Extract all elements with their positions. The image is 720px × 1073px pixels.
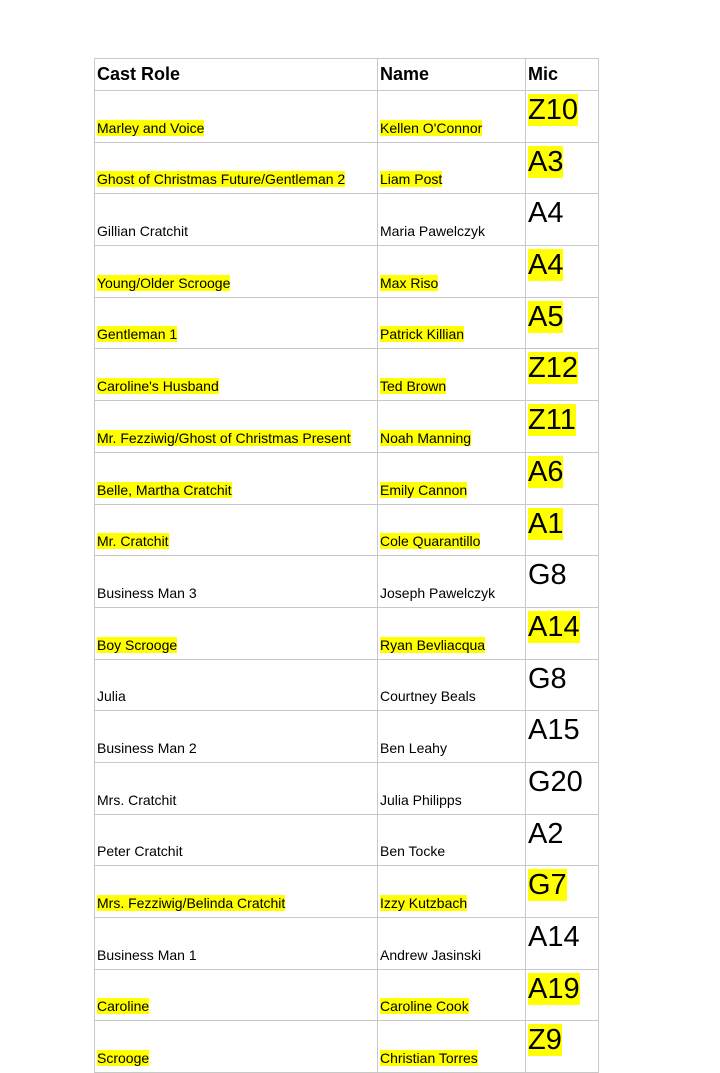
cast-role-text: Scrooge — [97, 1050, 150, 1067]
actor-name-cell — [378, 91, 526, 143]
mic-cell — [526, 969, 599, 1021]
table-row — [95, 711, 599, 763]
actor-name-cell — [378, 762, 526, 814]
table-row — [95, 1021, 599, 1073]
actor-name-cell — [378, 969, 526, 1021]
cast-role-text: Gentleman 1 — [97, 326, 178, 343]
mic-cell — [526, 246, 599, 298]
mic-text: A1 — [528, 507, 564, 540]
actor-name-cell — [378, 607, 526, 659]
cast-role-cell — [95, 91, 378, 143]
mic-cell — [526, 194, 599, 246]
mic-cell — [526, 349, 599, 401]
mic-text: A3 — [528, 145, 564, 178]
table-row — [95, 504, 599, 556]
mic-text: A15 — [528, 714, 580, 747]
mic-cell — [526, 866, 599, 918]
cast-role-text: Business Man 1 — [97, 946, 197, 963]
actor-name-cell — [378, 246, 526, 298]
actor-name-text: Ryan Bevliacqua — [380, 636, 486, 653]
actor-name-cell — [378, 866, 526, 918]
actor-name-text: Julia Philipps — [380, 791, 462, 808]
cast-role-text: Peter Cratchit — [97, 843, 183, 860]
mic-cell — [526, 711, 599, 763]
table-row — [95, 401, 599, 453]
actor-name-text: Maria Pawelczyk — [380, 223, 486, 240]
mic-text: A4 — [528, 197, 564, 230]
mic-cell — [526, 297, 599, 349]
cast-role-cell — [95, 349, 378, 401]
mic-cell — [526, 762, 599, 814]
mic-cell — [526, 91, 599, 143]
cast-role-text: Business Man 3 — [97, 584, 197, 601]
table-row — [95, 142, 599, 194]
mic-text: G8 — [528, 559, 567, 592]
table-row — [95, 918, 599, 970]
cast-role-cell — [95, 659, 378, 711]
actor-name-text: Izzy Kutzbach — [380, 895, 468, 911]
table-row — [95, 659, 599, 711]
actor-name-cell — [378, 918, 526, 970]
actor-name-cell — [378, 504, 526, 556]
cast-mic-table — [94, 58, 599, 1073]
mic-cell — [526, 504, 599, 556]
mic-text: G7 — [528, 869, 567, 902]
cast-role-text: Business Man 2 — [97, 739, 197, 756]
cast-role-cell — [95, 504, 378, 556]
cast-role-cell — [95, 866, 378, 918]
actor-name-text: Ben Tocke — [380, 843, 446, 860]
cast-role-cell — [95, 246, 378, 298]
table-row — [95, 607, 599, 659]
mic-cell — [526, 607, 599, 659]
header-cast-role: Cast Role — [95, 59, 378, 91]
mic-text: Z10 — [528, 94, 578, 126]
actor-name-text: Caroline Cook — [380, 998, 469, 1015]
mic-text: A2 — [528, 817, 564, 850]
cast-role-cell — [95, 969, 378, 1021]
table-row — [95, 91, 599, 143]
cast-role-cell — [95, 762, 378, 814]
table-body — [95, 91, 599, 1073]
actor-name-cell — [378, 814, 526, 866]
table-row — [95, 556, 599, 608]
table-row — [95, 246, 599, 298]
cast-role-text: Marley and Voice — [97, 119, 205, 136]
actor-name-cell — [378, 349, 526, 401]
header-mic: Mic — [526, 59, 599, 91]
mic-text: A4 — [528, 249, 564, 282]
cast-role-cell — [95, 918, 378, 970]
mic-text: Z11 — [528, 404, 576, 437]
table-row — [95, 452, 599, 504]
cast-role-text: Ghost of Christmas Future/Gentleman 2 — [97, 171, 346, 188]
cast-role-cell — [95, 452, 378, 504]
cast-role-text: Gillian Cratchit — [97, 223, 189, 240]
table-row — [95, 297, 599, 349]
actor-name-cell — [378, 401, 526, 453]
cast-role-cell — [95, 711, 378, 763]
cast-role-cell — [95, 607, 378, 659]
cast-role-cell — [95, 297, 378, 349]
mic-cell — [526, 142, 599, 194]
table-row — [95, 866, 599, 918]
table-header-row — [95, 59, 599, 91]
actor-name-text: Ted Brown — [380, 378, 447, 395]
cast-role-text: Mr. Fezziwig/Ghost of Christmas Present — [97, 429, 351, 446]
mic-cell — [526, 814, 599, 866]
actor-name-text: Joseph Pawelczyk — [380, 584, 496, 601]
cast-role-cell — [95, 814, 378, 866]
mic-cell — [526, 556, 599, 608]
cast-role-text: Belle, Martha Cratchit — [97, 481, 232, 498]
mic-text: A19 — [528, 972, 580, 1005]
actor-name-text: Ben Leahy — [380, 739, 447, 756]
cast-role-cell — [95, 142, 378, 194]
actor-name-text: Andrew Jasinski — [380, 946, 482, 963]
cast-role-cell — [95, 401, 378, 453]
mic-text: Z9 — [528, 1024, 562, 1057]
table-row — [95, 969, 599, 1021]
actor-name-text: Kellen O'Connor — [380, 119, 483, 136]
actor-name-text: Noah Manning — [380, 429, 472, 446]
cast-role-text: Mrs. Cratchit — [97, 791, 177, 808]
actor-name-cell — [378, 452, 526, 504]
actor-name-text: Patrick Killian — [380, 326, 465, 343]
table-row — [95, 762, 599, 814]
table-row — [95, 194, 599, 246]
actor-name-cell — [378, 1021, 526, 1073]
cast-role-text: Caroline — [97, 998, 150, 1015]
actor-name-cell — [378, 659, 526, 711]
actor-name-cell — [378, 142, 526, 194]
mic-text: A6 — [528, 455, 564, 488]
mic-cell — [526, 452, 599, 504]
cast-role-text: Mrs. Fezziwig/Belinda Cratchit — [97, 895, 286, 911]
mic-text: G20 — [528, 765, 583, 798]
cast-role-cell — [95, 194, 378, 246]
cast-role-cell — [95, 556, 378, 608]
actor-name-text: Max Riso — [380, 274, 439, 291]
actor-name-text: Courtney Beals — [380, 688, 476, 705]
mic-text: A14 — [528, 921, 580, 953]
actor-name-cell — [378, 194, 526, 246]
mic-text: Z12 — [528, 352, 578, 385]
mic-text: A14 — [528, 610, 580, 643]
cast-role-text: Boy Scrooge — [97, 636, 178, 653]
mic-cell — [526, 1021, 599, 1073]
mic-cell — [526, 659, 599, 711]
cast-role-text: Mr. Cratchit — [97, 533, 169, 550]
cast-role-text: Julia — [97, 688, 126, 705]
actor-name-text: Liam Post — [380, 171, 443, 188]
cast-role-text: Young/Older Scrooge — [97, 274, 231, 291]
header-name: Name — [378, 59, 526, 91]
cast-role-cell — [95, 1021, 378, 1073]
actor-name-text: Emily Cannon — [380, 481, 468, 498]
mic-text: A5 — [528, 300, 564, 333]
table-row — [95, 814, 599, 866]
actor-name-text: Cole Quarantillo — [380, 533, 481, 550]
mic-cell — [526, 918, 599, 970]
actor-name-cell — [378, 556, 526, 608]
actor-name-text: Christian Torres — [380, 1050, 478, 1067]
cast-role-text: Caroline's Husband — [97, 378, 219, 395]
mic-text: G8 — [528, 662, 567, 695]
actor-name-cell — [378, 297, 526, 349]
table-row — [95, 349, 599, 401]
actor-name-cell — [378, 711, 526, 763]
mic-cell — [526, 401, 599, 453]
